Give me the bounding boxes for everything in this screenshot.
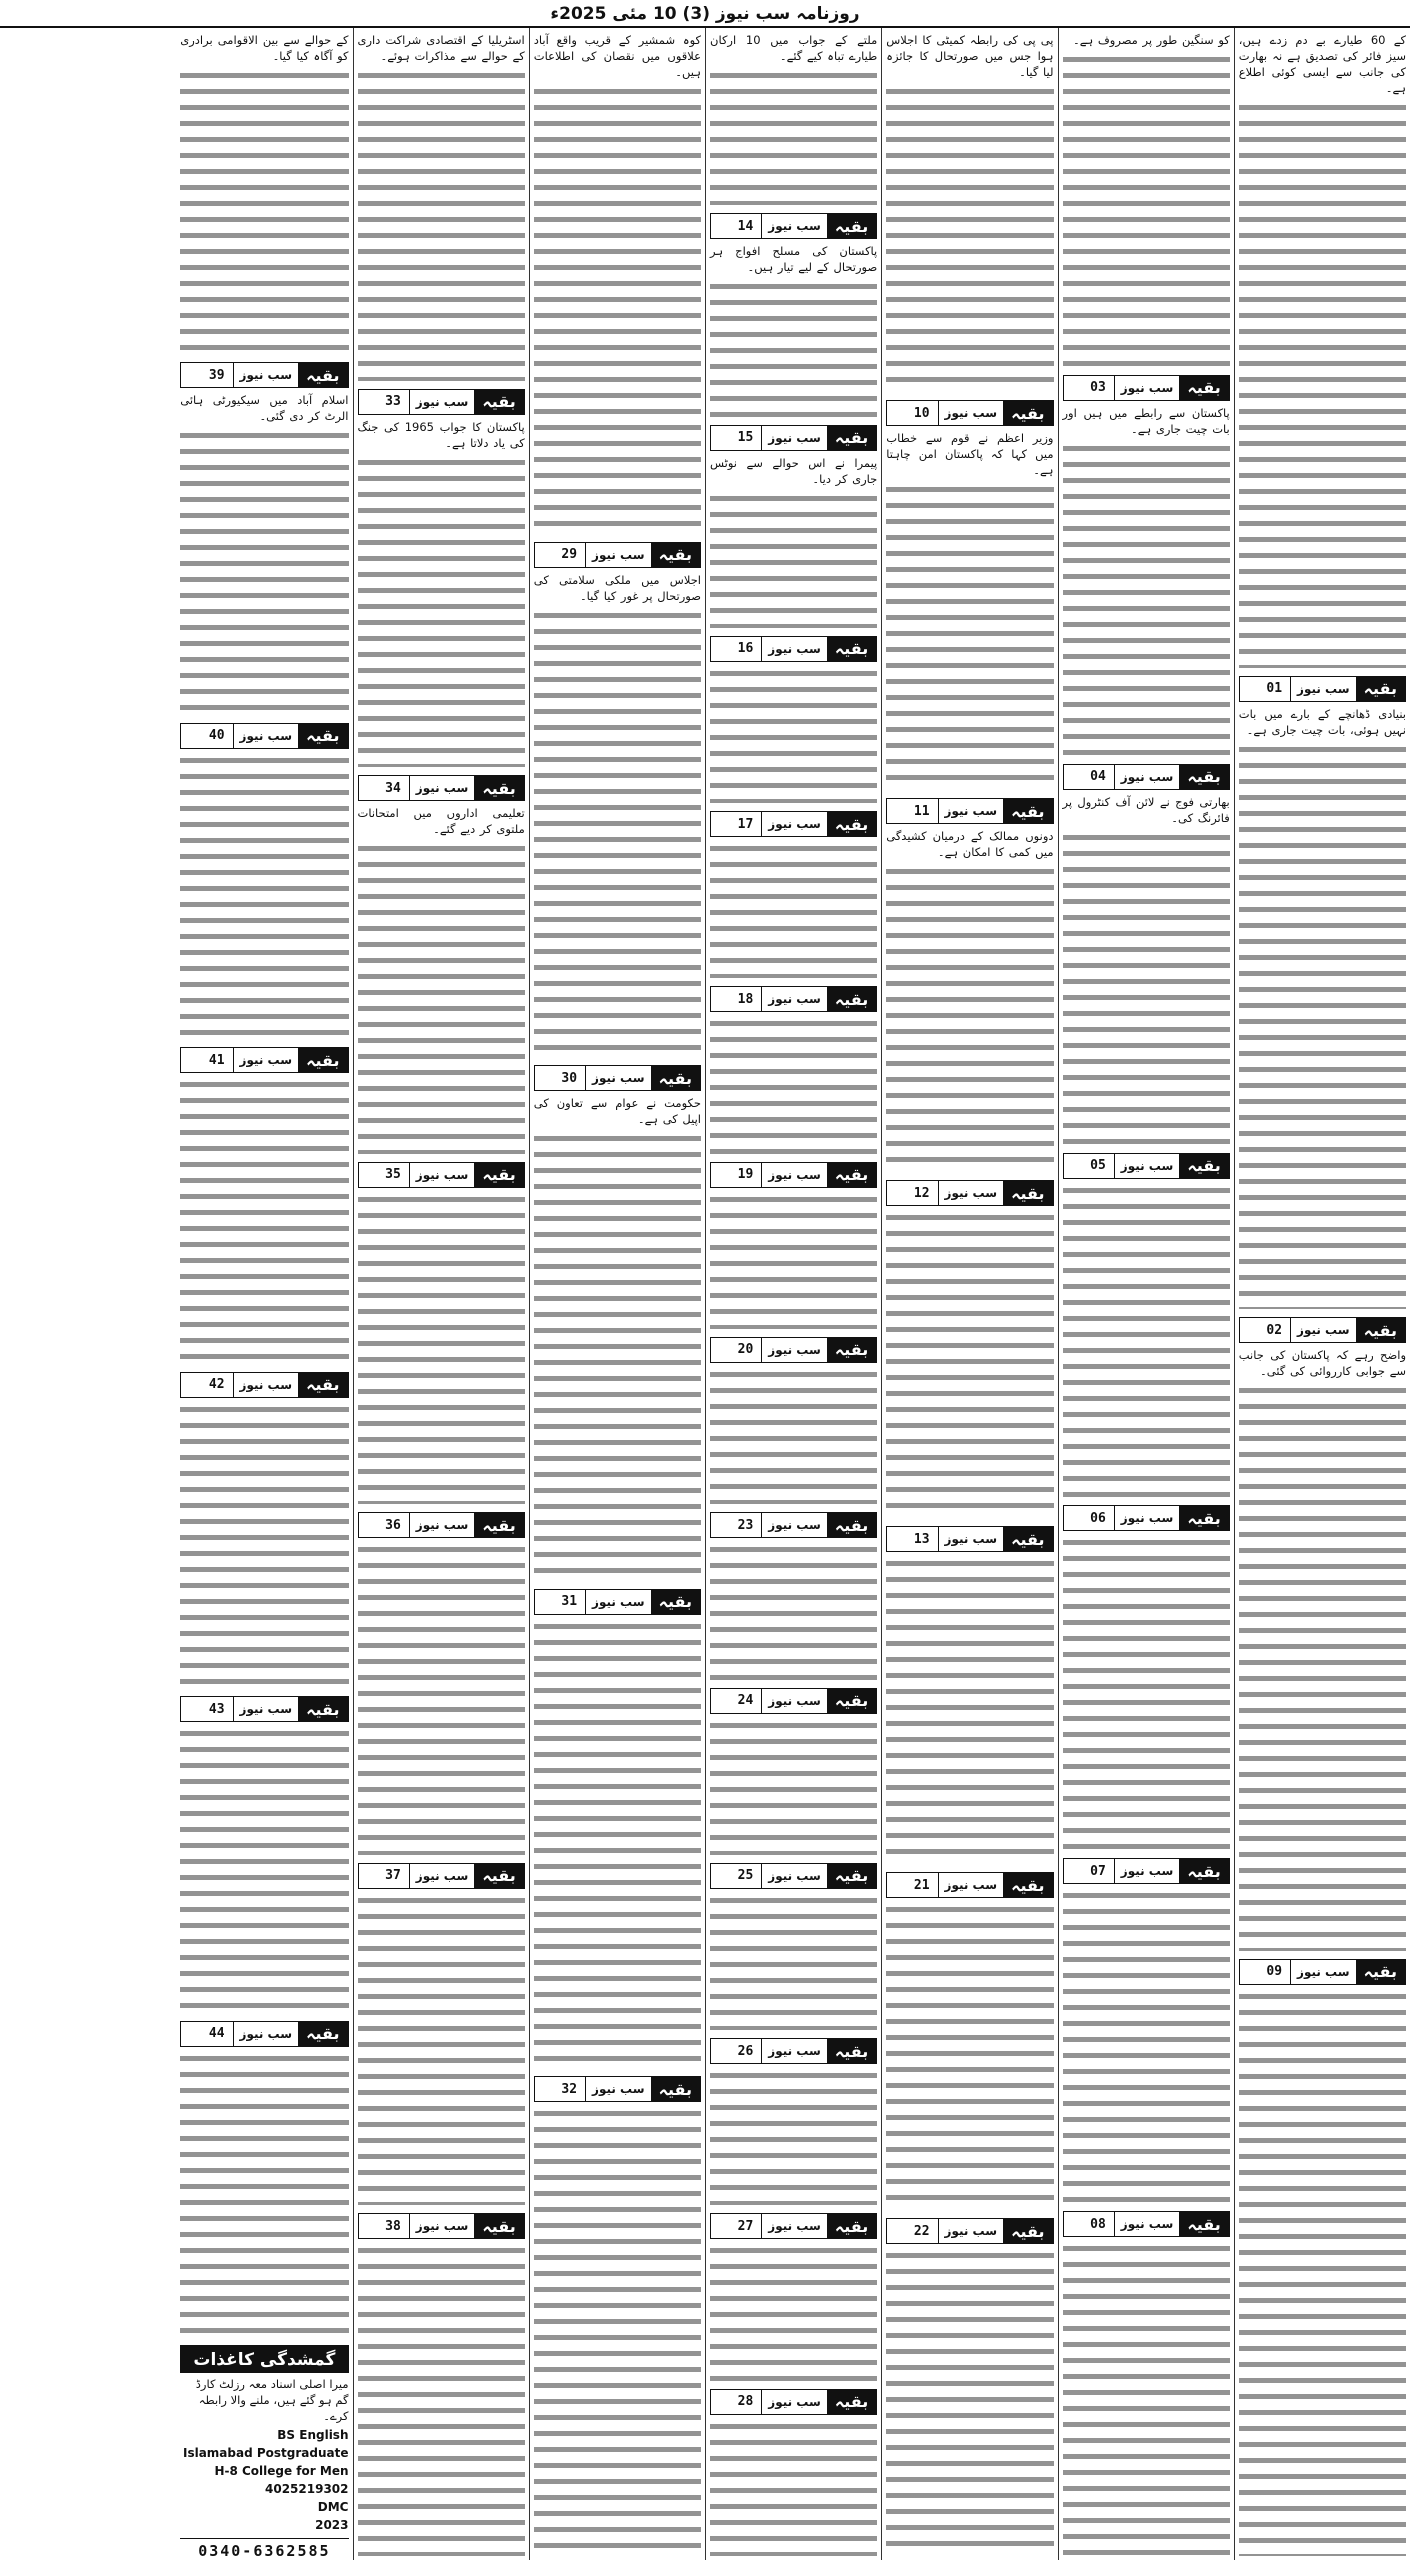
baqiya-number: 05 xyxy=(1082,1154,1115,1178)
baqiya-title: بقیہ xyxy=(1179,2212,1228,2236)
text-lines xyxy=(886,84,1053,392)
baqiya-number: 41 xyxy=(201,1048,234,1072)
baqiya-box xyxy=(710,1688,877,1714)
baqiya-sub: سب نیوز xyxy=(1120,1158,1174,1173)
baqiya-number: 14 xyxy=(730,214,763,238)
baqiya-box xyxy=(534,542,701,568)
baqiya-box xyxy=(710,425,877,451)
text-lines xyxy=(1063,1183,1230,1498)
baqiya-sub: سب نیوز xyxy=(415,1868,469,1883)
baqiya-number: 12 xyxy=(906,1181,939,1205)
article-text: کوہ شمشیر کے قریب واقع آباد علاقوں میں نقصان کی اطلاعات ہیں۔ xyxy=(533,33,701,79)
baqiya-sub: سب نیوز xyxy=(768,430,821,445)
baqiya-sub: سب نیوز xyxy=(239,728,293,743)
article-text: واضح رہے کہ پاکستان کی جانب سے جوابی کارروائی کی گئی۔ xyxy=(1238,1348,1406,1378)
text-lines xyxy=(1063,441,1230,756)
text-lines xyxy=(710,2419,877,2556)
baqiya-box xyxy=(886,798,1053,824)
baqiya-title: بقیہ xyxy=(651,1590,700,1614)
text-lines xyxy=(358,1893,525,2206)
baqiya-box xyxy=(358,389,525,415)
baqiya-box xyxy=(1063,1858,1230,1884)
baqiya-sub: سب نیوز xyxy=(1120,1511,1174,1526)
masthead xyxy=(0,0,1410,28)
baqiya-title: بقیہ xyxy=(1356,1960,1405,1984)
baqiya-title: بقیہ xyxy=(298,363,347,387)
text-lines xyxy=(1063,1535,1230,1850)
baqiya-title: بقیہ xyxy=(298,1373,347,1397)
baqiya-sub: سب نیوز xyxy=(944,1532,998,1546)
text-lines xyxy=(180,68,348,354)
baqiya-sub: سب نیوز xyxy=(1120,769,1174,784)
baqiya-box xyxy=(534,1065,701,1091)
baqiya-sub: سب نیوز xyxy=(592,1071,645,1086)
baqiya-box xyxy=(886,400,1053,426)
text-lines xyxy=(710,68,877,205)
baqiya-number: 02 xyxy=(1258,1318,1291,1342)
baqiya-sub: سب نیوز xyxy=(768,992,821,1007)
column xyxy=(176,28,352,2560)
baqiya-sub: سب نیوز xyxy=(239,1053,293,1068)
text-lines xyxy=(180,753,348,1039)
baqiya-sub: سب نیوز xyxy=(768,1693,821,1708)
baqiya-box xyxy=(358,1162,525,1188)
baqiya-sub: سب نیوز xyxy=(768,1518,821,1533)
text-lines xyxy=(886,864,1053,1172)
article-text: بھارتی فوج نے لائن آف کنٹرول پر فائرنگ کی۔ xyxy=(1062,794,1230,825)
text-lines xyxy=(358,68,525,381)
baqiya-number: 39 xyxy=(201,363,234,387)
baqiya-number: 01 xyxy=(1258,677,1291,701)
baqiya-box xyxy=(180,362,348,388)
baqiya-number: 24 xyxy=(730,1689,763,1713)
article-text: تعلیمی اداروں میں امتحانات ملتوی کر دیے گئے۔ xyxy=(357,806,525,837)
baqiya-number: 35 xyxy=(377,1163,410,1187)
article-text: پیمرا نے اس حوالے سے نوٹس جاری کر دیا۔ xyxy=(710,455,878,486)
baqiya-box xyxy=(534,2076,701,2102)
baqiya-box xyxy=(710,1512,877,1538)
baqiya-box xyxy=(1063,1505,1230,1531)
baqiya-box xyxy=(710,1337,877,1363)
article-text: کو سنگین طور پر مصروف ہے۔ xyxy=(1073,33,1230,47)
text-lines xyxy=(710,1367,877,1504)
baqiya-box xyxy=(180,2021,348,2047)
text-lines xyxy=(710,2243,877,2380)
baqiya-sub: سب نیوز xyxy=(592,547,645,562)
baqiya-sub: سب نیوز xyxy=(415,781,469,796)
baqiya-sub: سب نیوز xyxy=(944,406,998,420)
text-lines xyxy=(710,1192,877,1329)
baqiya-sub: سب نیوز xyxy=(768,2394,821,2409)
baqiya-box xyxy=(710,2213,877,2239)
baqiya-number: 08 xyxy=(1082,2212,1115,2236)
baqiya-sub: سب نیوز xyxy=(944,2224,998,2238)
baqiya-number: 37 xyxy=(377,1864,410,1888)
baqiya-title: بقیہ xyxy=(1179,765,1228,789)
text-lines xyxy=(180,1077,348,1363)
baqiya-box xyxy=(180,1696,348,1722)
text-lines xyxy=(358,2243,525,2556)
article-text: ملتے کے جواب میں 10 ارکان طیارے تباہ کیے گئے۔ xyxy=(710,33,878,63)
baqiya-number: 32 xyxy=(553,2077,586,2101)
baqiya-title: بقیہ xyxy=(1003,1873,1052,1897)
text-lines xyxy=(886,1210,1053,1518)
text-lines xyxy=(1063,1888,1230,2203)
text-lines xyxy=(1063,2241,1230,2556)
notice-phone: 0340-6362585 xyxy=(180,2538,348,2560)
baqiya-box xyxy=(710,1162,877,1188)
baqiya-title: بقیہ xyxy=(827,2390,876,2414)
notice-line: 4025219302 xyxy=(265,2481,349,2496)
text-lines xyxy=(534,608,701,1058)
baqiya-number: 44 xyxy=(201,2022,234,2046)
baqiya-box xyxy=(358,1512,525,1538)
baqiya-sub: سب نیوز xyxy=(768,219,821,234)
baqiya-box xyxy=(710,1863,877,1889)
text-lines xyxy=(358,1542,525,1855)
baqiya-title: بقیہ xyxy=(1003,799,1052,823)
baqiya-sub: سب نیوز xyxy=(239,2026,293,2041)
text-lines xyxy=(534,84,701,534)
text-lines xyxy=(710,1718,877,1855)
baqiya-number: 38 xyxy=(377,2214,410,2238)
baqiya-number: 11 xyxy=(906,799,939,823)
baqiya-box xyxy=(710,2038,877,2064)
baqiya-sub: سب نیوز xyxy=(1120,2217,1174,2232)
notice-title: گمشدگی کاغذات xyxy=(180,2347,348,2373)
baqiya-sub: سب نیوز xyxy=(592,2082,645,2097)
baqiya-sub: سب نیوز xyxy=(239,1377,293,1392)
article-text: حکومت نے عوام سے تعاون کی اپیل کی ہے۔ xyxy=(533,1096,701,1127)
baqiya-sub: سب نیوز xyxy=(415,394,469,409)
text-lines xyxy=(710,491,877,628)
baqiya-title: بقیہ xyxy=(827,1338,876,1362)
baqiya-title: بقیہ xyxy=(1356,677,1405,701)
notice-line: DMC xyxy=(317,2499,349,2514)
baqiya-sub: سب نیوز xyxy=(944,804,998,818)
baqiya-title: بقیہ xyxy=(298,724,347,748)
text-lines xyxy=(710,666,877,803)
baqiya-title: بقیہ xyxy=(474,390,523,414)
baqiya-sub: سب نیوز xyxy=(768,1868,821,1883)
baqiya-title: بقیہ xyxy=(298,1048,347,1072)
baqiya-number: 33 xyxy=(377,390,410,414)
baqiya-number: 36 xyxy=(377,1513,410,1537)
baqiya-box xyxy=(358,2213,525,2239)
baqiya-number: 25 xyxy=(730,1864,763,1888)
text-lines xyxy=(886,2248,1053,2556)
baqiya-title: بقیہ xyxy=(1179,1859,1228,1883)
baqiya-sub: سب نیوز xyxy=(1120,1864,1174,1879)
baqiya-sub: سب نیوز xyxy=(768,817,821,832)
baqiya-number: 26 xyxy=(730,2039,763,2063)
baqiya-sub: سب نیوز xyxy=(944,1878,998,1892)
baqiya-number: 42 xyxy=(201,1373,234,1397)
text-lines xyxy=(534,2106,701,2556)
baqiya-box xyxy=(886,1526,1053,1552)
baqiya-title: بقیہ xyxy=(474,2214,523,2238)
baqiya-number: 10 xyxy=(906,401,939,425)
baqiya-box xyxy=(1063,764,1230,790)
text-lines xyxy=(886,1556,1053,1864)
baqiya-title: بقیہ xyxy=(827,2039,876,2063)
baqiya-title: بقیہ xyxy=(827,987,876,1011)
baqiya-title: بقیہ xyxy=(474,1163,523,1187)
baqiya-box xyxy=(1063,2211,1230,2237)
text-lines xyxy=(358,455,525,768)
baqiya-number: 34 xyxy=(377,776,410,800)
baqiya-sub: سب نیوز xyxy=(1297,1964,1350,1979)
article-text: اسٹریلیا کے اقتصادی شراکت داری کے حوالے سے مذاکرات ہوئے۔ xyxy=(357,33,525,63)
baqiya-number: 17 xyxy=(730,812,763,836)
baqiya-sub: سب نیوز xyxy=(415,1167,469,1182)
baqiya-title: بقیہ xyxy=(827,1689,876,1713)
baqiya-sub: سب نیوز xyxy=(768,1342,821,1357)
baqiya-box xyxy=(358,775,525,801)
text-lines xyxy=(1239,1989,1406,2557)
article-text: دونوں ممالک کے درمیان کشیدگی میں کمی کا امکان ہے۔ xyxy=(886,829,1054,859)
baqiya-title: بقیہ xyxy=(827,2214,876,2238)
baqiya-number: 03 xyxy=(1082,376,1115,400)
baqiya-number: 15 xyxy=(730,426,763,450)
baqiya-number: 21 xyxy=(906,1873,939,1897)
text-lines xyxy=(180,1726,348,2012)
baqiya-sub: سب نیوز xyxy=(768,641,821,656)
baqiya-title: بقیہ xyxy=(827,637,876,661)
text-lines xyxy=(1239,100,1406,668)
text-lines xyxy=(1239,1383,1406,1951)
baqiya-title: بقیہ xyxy=(1179,1154,1228,1178)
baqiya-title: بقیہ xyxy=(474,776,523,800)
baqiya-title: بقیہ xyxy=(827,1513,876,1537)
baqiya-title: بقیہ xyxy=(827,1864,876,1888)
baqiya-title: بقیہ xyxy=(651,543,700,567)
baqiya-title: بقیہ xyxy=(651,1066,700,1090)
text-lines xyxy=(710,279,877,416)
baqiya-box xyxy=(710,213,877,239)
baqiya-box xyxy=(710,986,877,1012)
text-lines xyxy=(1239,742,1406,1310)
baqiya-sub: سب نیوز xyxy=(1297,1323,1350,1337)
baqiya-title: بقیہ xyxy=(474,1513,523,1537)
baqiya-box xyxy=(1063,375,1230,401)
article-text: وزیر اعظم نے قوم سے خطاب میں کہا کہ پاکستان امن چاہتا ہے۔ xyxy=(886,431,1054,477)
text-lines xyxy=(710,1016,877,1153)
notice-line: BS English xyxy=(277,2427,349,2442)
baqiya-title: بقیہ xyxy=(1003,2219,1052,2243)
notice-text: میرا اصلی اسناد معہ رزلٹ کارڈ گم ہو گئے ہیں، ملنے والا رابطہ کرے۔ xyxy=(195,2376,349,2423)
baqiya-number: 13 xyxy=(906,1527,939,1551)
baqiya-number: 19 xyxy=(730,1163,763,1187)
baqiya-box xyxy=(886,1180,1053,1206)
baqiya-sub: سب نیوز xyxy=(1297,681,1350,696)
notice-line: 2023 xyxy=(315,2517,349,2532)
baqiya-title: بقیہ xyxy=(651,2077,700,2101)
baqiya-number: 22 xyxy=(906,2219,939,2243)
column xyxy=(1058,28,1234,2560)
text-lines xyxy=(710,841,877,978)
article-text: کے 60 طیارے بے دم زدے ہیں، سیز فائر کی تصدیق ہے نہ بھارت کی جانب سے ایسی کوئی اطلاع ہے۔ xyxy=(1238,33,1406,95)
text-lines xyxy=(534,1131,701,1581)
baqiya-box xyxy=(710,636,877,662)
baqiya-sub: سب نیوز xyxy=(239,1702,293,1717)
article-text: اسلام آباد میں سیکیورٹی ہائی الرٹ کر دی گئی۔ xyxy=(180,393,349,424)
baqiya-title: بقیہ xyxy=(1356,1318,1405,1342)
text-lines xyxy=(886,1902,1053,2210)
baqiya-number: 18 xyxy=(730,987,763,1011)
article-text: پاکستان کا جواب 1965 کی جنگ کی یاد دلاتا ہے۔ xyxy=(357,419,525,450)
baqiya-number: 29 xyxy=(553,543,586,567)
masthead-title: روزنامہ سب نیوز (3) 10 مئی 2025ء xyxy=(550,3,860,24)
article-text: اجلاس میں ملکی سلامتی کی صورتحال پر غور کیا گیا۔ xyxy=(533,572,701,603)
text-lines xyxy=(180,428,348,714)
baqiya-number: 09 xyxy=(1258,1960,1291,1984)
baqiya-sub: سب نیوز xyxy=(415,2219,469,2234)
baqiya-sub: سب نیوز xyxy=(1120,380,1174,395)
baqiya-box xyxy=(1063,1153,1230,1179)
baqiya-box xyxy=(1239,1317,1406,1343)
baqiya-box xyxy=(886,1872,1053,1898)
baqiya-number: 40 xyxy=(201,724,234,748)
baqiya-title: بقیہ xyxy=(474,1864,523,1888)
baqiya-title: بقیہ xyxy=(1003,401,1052,425)
baqiya-number: 16 xyxy=(730,637,763,661)
article-text: پاکستان سے رابطے میں ہیں اور بات چیت جاری ہے۔ xyxy=(1062,405,1230,436)
baqiya-number: 06 xyxy=(1082,1506,1115,1530)
column xyxy=(881,28,1057,2560)
baqiya-title: بقیہ xyxy=(827,214,876,238)
baqiya-title: بقیہ xyxy=(1179,376,1228,400)
baqiya-title: بقیہ xyxy=(827,1163,876,1187)
baqiya-number: 23 xyxy=(730,1513,763,1537)
baqiya-box xyxy=(180,723,348,749)
text-lines xyxy=(710,1893,877,2030)
article-text: پاکستان کی مسلح افواج ہر صورتحال کے لیے تیار ہیں۔ xyxy=(710,244,878,275)
text-lines xyxy=(358,841,525,1154)
notice-line: Islamabad Postgraduate xyxy=(182,2445,349,2460)
baqiya-title: بقیہ xyxy=(298,1697,347,1721)
baqiya-number: 27 xyxy=(730,2214,763,2238)
baqiya-title: بقیہ xyxy=(1003,1181,1052,1205)
text-lines xyxy=(1063,830,1230,1145)
baqiya-number: 31 xyxy=(553,1590,586,1614)
text-lines xyxy=(358,1192,525,1505)
baqiya-sub: سب نیوز xyxy=(768,2044,821,2059)
baqiya-sub: سب نیوز xyxy=(944,1186,998,1200)
baqiya-title: بقیہ xyxy=(827,426,876,450)
baqiya-number: 07 xyxy=(1082,1859,1115,1883)
baqiya-box xyxy=(710,811,877,837)
text-lines xyxy=(180,2051,348,2337)
baqiya-number: 43 xyxy=(201,1697,234,1721)
baqiya-box xyxy=(358,1863,525,1889)
column xyxy=(529,28,705,2560)
baqiya-number: 28 xyxy=(730,2390,763,2414)
baqiya-sub: سب نیوز xyxy=(239,368,293,383)
baqiya-title: بقیہ xyxy=(1003,1527,1052,1551)
lost-documents-notice xyxy=(180,2345,348,2560)
baqiya-sub: سب نیوز xyxy=(592,1594,645,1609)
baqiya-box xyxy=(710,2389,877,2415)
baqiya-number: 04 xyxy=(1082,765,1115,789)
text-lines xyxy=(1063,52,1230,367)
baqiya-sub: سب نیوز xyxy=(768,2219,821,2234)
baqiya-box xyxy=(180,1372,348,1398)
column xyxy=(1234,28,1410,2560)
article-text: بنیادی ڈھانچے کے بارے میں بات نہیں ہوئی، بات چیت جاری ہے۔ xyxy=(1238,706,1406,737)
baqiya-box xyxy=(1239,1959,1406,1985)
baqiya-number: 30 xyxy=(553,1066,586,1090)
article-text: پی پی کی رابطہ کمیٹی کا اجلاس ہوا جس میں صورتحال کا جائزہ لیا گیا۔ xyxy=(886,33,1054,79)
article-text: کے حوالے سے بین الاقوامی برادری کو آگاہ کیا گیا۔ xyxy=(180,33,349,63)
newspaper-page xyxy=(0,28,1410,2560)
text-lines xyxy=(710,2068,877,2205)
baqiya-box xyxy=(180,1047,348,1073)
baqiya-sub: سب نیوز xyxy=(768,1167,821,1182)
baqiya-number: 20 xyxy=(730,1338,763,1362)
text-lines xyxy=(180,1402,348,1688)
notice-line: H-8 College for Men xyxy=(214,2463,349,2478)
baqiya-box xyxy=(1239,676,1406,702)
baqiya-title: بقیہ xyxy=(1179,1506,1228,1530)
column xyxy=(705,28,881,2560)
baqiya-title: بقیہ xyxy=(298,2022,347,2046)
column xyxy=(353,28,529,2560)
baqiya-box xyxy=(534,1589,701,1615)
baqiya-sub: سب نیوز xyxy=(415,1518,469,1533)
text-lines xyxy=(534,1619,701,2069)
baqiya-box xyxy=(886,2218,1053,2244)
text-lines xyxy=(710,1542,877,1679)
baqiya-title: بقیہ xyxy=(827,812,876,836)
text-lines xyxy=(886,482,1053,790)
